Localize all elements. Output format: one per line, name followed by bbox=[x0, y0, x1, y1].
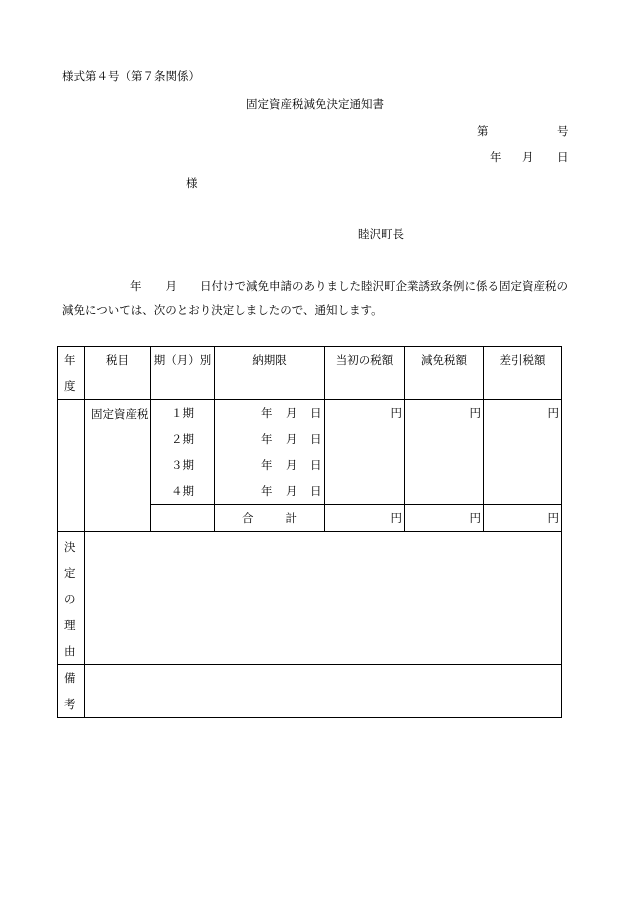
deadline-3-day: 日 bbox=[310, 458, 322, 472]
ref-dai: 第 bbox=[477, 124, 489, 138]
total-reduced-yen: 円 bbox=[469, 511, 481, 525]
deadline-4-day: 日 bbox=[310, 484, 322, 498]
deadline-4 bbox=[215, 478, 324, 504]
body-month: 月 bbox=[165, 279, 177, 293]
deadline-1-day: 日 bbox=[310, 406, 322, 420]
header-nendo-1: 年 bbox=[64, 353, 76, 367]
cell-total-initial[interactable] bbox=[325, 505, 405, 532]
reduced-tax-yen: 円 bbox=[469, 406, 481, 420]
cell-total-net[interactable] bbox=[484, 505, 562, 532]
cell-net-tax[interactable] bbox=[484, 400, 562, 505]
body-line-1 bbox=[62, 278, 568, 294]
reason-label bbox=[58, 532, 85, 665]
body-line-2: 減免については、次のとおり決定しましたので、通知します。 bbox=[62, 303, 383, 317]
tax-reduction-table bbox=[57, 346, 562, 718]
cell-total-label bbox=[215, 505, 325, 532]
date-day: 日 bbox=[557, 150, 569, 164]
period-4: ４期 bbox=[171, 484, 194, 498]
table-row-periods bbox=[58, 400, 562, 505]
deadline-3-year: 年 bbox=[261, 458, 273, 472]
total-label-a: 合 bbox=[242, 511, 254, 525]
total-initial-yen: 円 bbox=[390, 511, 402, 525]
cell-nendo-value[interactable] bbox=[58, 400, 85, 532]
deadline-4-year: 年 bbox=[261, 484, 273, 498]
deadline-1 bbox=[215, 400, 324, 426]
total-net-yen: 円 bbox=[547, 511, 559, 525]
deadline-3 bbox=[215, 452, 324, 478]
body-line1-text: 日付けで減免申請のありました睦沢町企業誘致条例に係る固定資産税の bbox=[200, 279, 568, 293]
header-deadline: 納期限 bbox=[215, 347, 325, 400]
cell-initial-tax[interactable] bbox=[325, 400, 405, 505]
date-month: 月 bbox=[522, 150, 534, 164]
period-2: ２期 bbox=[171, 432, 194, 446]
cell-tax-item bbox=[85, 400, 151, 532]
document-title: 固定資産税減免決定通知書 bbox=[246, 97, 384, 111]
cell-deadline-list[interactable] bbox=[215, 400, 325, 505]
deadline-2 bbox=[215, 426, 324, 452]
form-number: 様式第４号（第７条関係） bbox=[62, 69, 200, 83]
deadline-1-month: 月 bbox=[286, 406, 298, 420]
remarks-char-1: 備 bbox=[64, 671, 76, 685]
period-3: ３期 bbox=[171, 458, 194, 472]
remarks-label bbox=[58, 665, 85, 718]
reason-char-4: 理 bbox=[64, 618, 76, 632]
cell-total-reduced[interactable] bbox=[405, 505, 484, 532]
date-year: 年 bbox=[490, 150, 502, 164]
header-initial-tax: 当初の税額 bbox=[325, 347, 405, 400]
table-header-row bbox=[58, 347, 562, 400]
table-row-reason bbox=[58, 532, 562, 665]
reason-field[interactable] bbox=[85, 532, 562, 665]
remarks-char-2: 考 bbox=[64, 697, 76, 711]
reason-char-3: の bbox=[64, 592, 76, 606]
header-reduced-tax: 減免税額 bbox=[405, 347, 484, 400]
reason-char-1: 決 bbox=[64, 540, 76, 554]
header-period: 期（月）別 bbox=[151, 347, 215, 400]
body-year: 年 bbox=[130, 279, 142, 293]
deadline-2-day: 日 bbox=[310, 432, 322, 446]
deadline-2-year: 年 bbox=[261, 432, 273, 446]
header-nendo-2: 度 bbox=[64, 379, 76, 393]
total-label-b: 計 bbox=[285, 511, 297, 525]
deadline-2-month: 月 bbox=[286, 432, 298, 446]
remarks-field[interactable] bbox=[85, 665, 562, 718]
header-zeimoku: 税目 bbox=[85, 347, 151, 400]
ref-go: 号 bbox=[557, 124, 569, 138]
reason-char-5: 由 bbox=[64, 644, 76, 658]
header-nendo bbox=[58, 347, 85, 400]
initial-tax-yen: 円 bbox=[390, 406, 402, 420]
header-net-tax: 差引税額 bbox=[484, 347, 562, 400]
cell-reduced-tax[interactable] bbox=[405, 400, 484, 505]
period-1: １期 bbox=[171, 406, 194, 420]
deadline-1-year: 年 bbox=[261, 406, 273, 420]
deadline-3-month: 月 bbox=[286, 458, 298, 472]
sender-name: 睦沢町長 bbox=[358, 227, 404, 241]
cell-total-blank bbox=[151, 505, 215, 532]
table-row-remarks bbox=[58, 665, 562, 718]
deadline-4-month: 月 bbox=[286, 484, 298, 498]
net-tax-yen: 円 bbox=[547, 406, 559, 420]
addressee-suffix: 様 bbox=[186, 176, 198, 190]
tax-item-label: 固定資産税 bbox=[91, 407, 149, 421]
cell-period-list bbox=[151, 400, 215, 505]
reason-char-2: 定 bbox=[64, 566, 76, 580]
